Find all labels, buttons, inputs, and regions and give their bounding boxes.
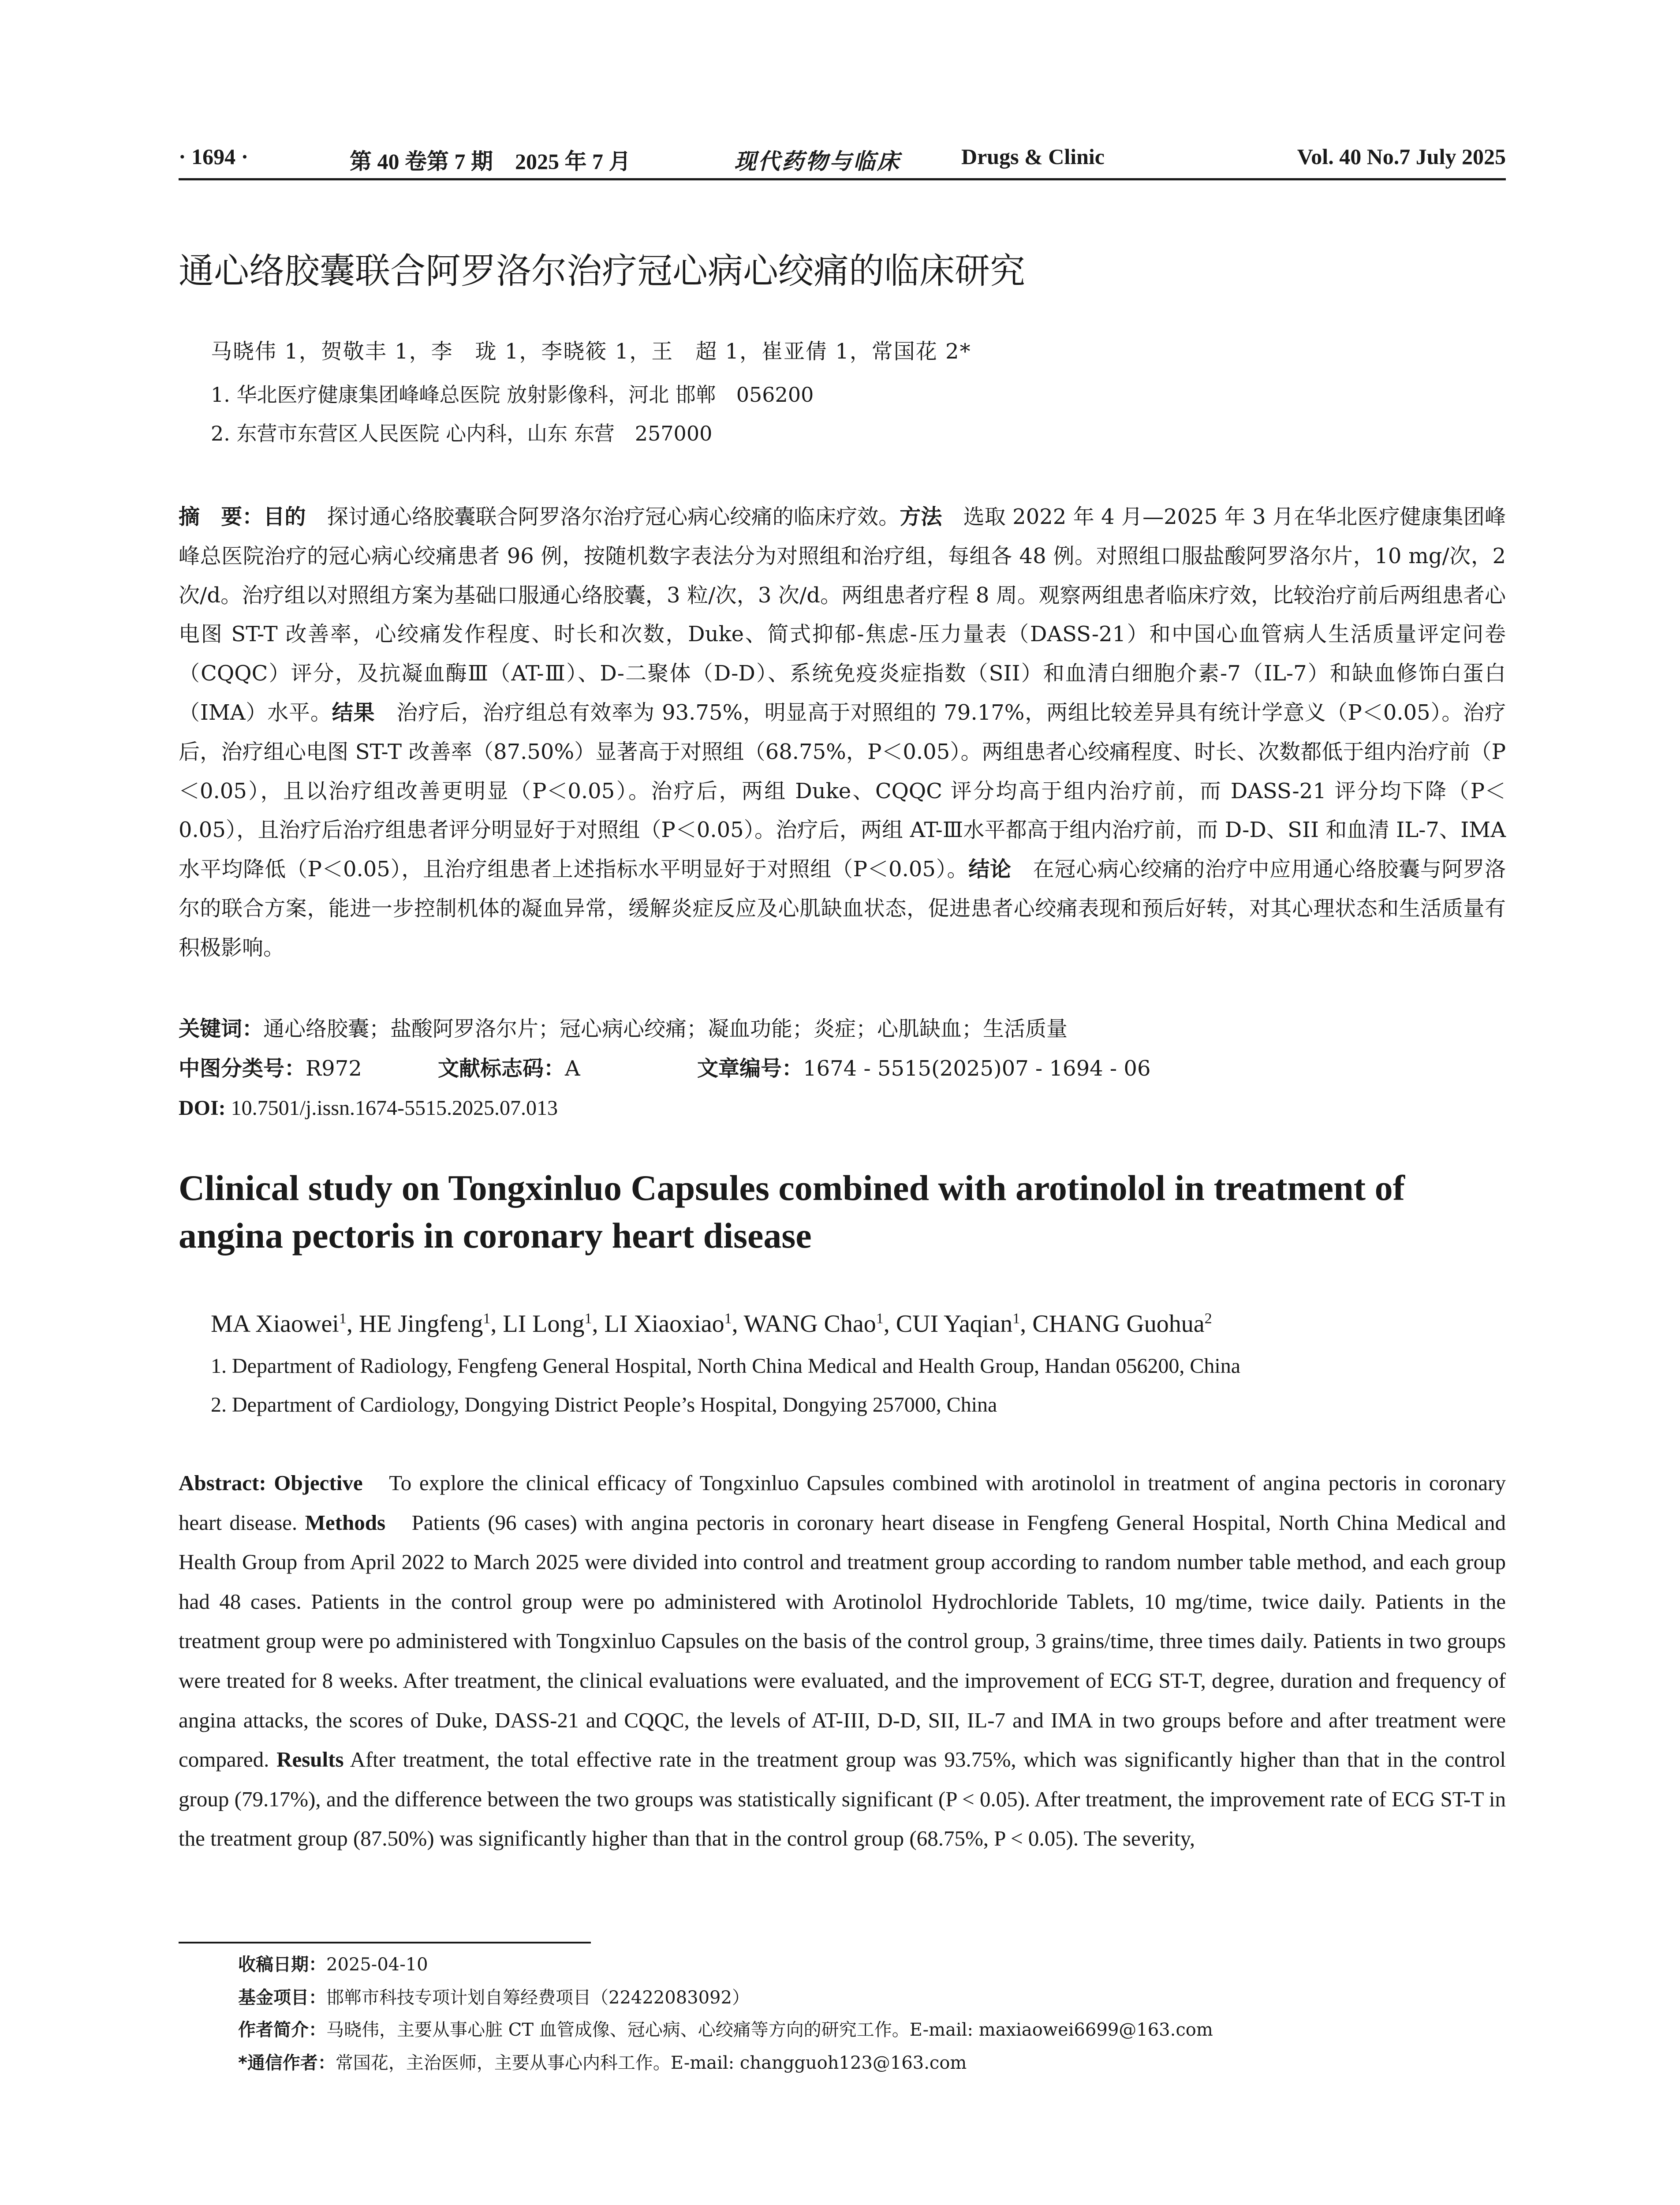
en-methods-label: Methods (305, 1510, 386, 1535)
en-author-affil-mark: 1 (483, 1310, 491, 1327)
en-results-label: Results (276, 1747, 344, 1772)
cn-authors: 马晓伟 1，贺敬丰 1，李 珑 1，李晓筱 1，王 超 1，崔亚倩 1，常国花 2* (211, 339, 971, 364)
en-author-separator: , (1020, 1310, 1033, 1338)
cn-methods-text: 选取 2022 年 4 月—2025 年 3 月在华北医疗健康集团峰峰总医院治疗的冠心病心绞痛患者 96 例，按随机数字表法分为对照组和治疗组，每组各 48 例。对照组口服盐酸阿罗洛尔片，10 mg/次，2 次/d。治疗组以对照组方案为基础口服通心络胶囊，3 粒/次，3 次/d。两组患者疗程 8 周。观察两组患者临床疗效，比较治疗前后两组患者心电图 ST-T 改善率，心绞痛发作程度、时长和次数，Duke、简式抑郁-焦虑-压力量表（DASS-21）和中国心血管病人生活质量评定问卷（CQQC）评分，及抗凝血酶Ⅲ（AT-Ⅲ）、D-二聚体（D-D）、系统免疫炎症指数（SII）和血清白细胞介素-7（IL-7）和缺血修饰白蛋白（IMA）水平。 (179, 505, 1506, 725)
article-no-label: 文章编号： (697, 1056, 803, 1081)
en-author-name: LI Long (503, 1310, 585, 1338)
en-author-affil-mark: 1 (339, 1310, 347, 1327)
en-abstract-label: Abstract: Objective (179, 1471, 363, 1495)
cn-results-label: 结果 (332, 700, 375, 725)
footnote-label: 作者简介： (238, 2020, 326, 2040)
en-author-separator: , (592, 1310, 605, 1338)
doc-code-label: 文献标志码： (438, 1056, 565, 1081)
en-author-affil-mark: 1 (584, 1310, 592, 1327)
footnote-text: 马晓伟，主要从事心脏 CT 血管成像、冠心病、心绞痛等方向的研究工作。E-mail: maxiaowei6699@163.com (326, 2020, 1213, 2040)
en-results-text: After treatment, the total effective rate in the treatment group was 93.75%, which was significantly higher than that in the control group (79.17%), and the difference between the two groups was statistically significant (P < 0.05). After treatment, the improvement rate of ECG ST-T in the treatment group (87.50%) was significantly higher than that in the control group (68.75%, P < 0.05). The severity, (179, 1747, 1506, 1851)
page-number: · 1694 · (179, 144, 249, 169)
clc-value: R972 (306, 1056, 362, 1081)
en-author-list (211, 1310, 1212, 1338)
clc-label: 中图分类号： (179, 1056, 306, 1081)
journal-name-cn: 现代药物与临床 (734, 149, 901, 174)
doi-line (179, 1093, 558, 1124)
keywords-label: 关键词： (179, 1017, 264, 1041)
cn-objective-label: 目的 (263, 505, 306, 529)
footnote-author-bio (238, 2017, 1213, 2043)
footnote-text: 邯郸市科技专项计划自筹经费项目（22422083092） (326, 1988, 750, 2008)
en-author-affil-mark: 1 (724, 1310, 732, 1327)
footnote-label: 收稿日期： (238, 1955, 326, 1975)
cn-conclusion-label: 结论 (968, 857, 1012, 882)
footnote-label: 基金项目： (238, 1988, 326, 2008)
en-author-separator: , (883, 1310, 896, 1338)
footnote-received (238, 1951, 428, 1978)
en-author-name: CHANG Guohua (1032, 1310, 1205, 1338)
en-authors (211, 1303, 1212, 1339)
en-author-separator: , (490, 1310, 503, 1338)
article-no-value: 1674 - 5515(2025)07 - 1694 - 06 (803, 1056, 1151, 1081)
doc-code-value: A (565, 1056, 580, 1081)
footnote-divider (179, 1942, 591, 1943)
cn-affiliation-2: 2. 东营市东营区人民医院 心内科，山东 东营 257000 (211, 422, 713, 445)
en-author-name: CUI Yaqian (896, 1310, 1013, 1338)
cn-methods-label: 方法 (900, 505, 942, 529)
en-affiliation-1: 1. Department of Radiology, Fengfeng General Hospital, North China Medical and Health Group, Handan 056200, China (211, 1354, 1241, 1378)
footnote-funding (238, 1984, 750, 2011)
cn-affiliation-1: 1. 华北医疗健康集团峰峰总医院 放射影像科，河北 邯郸 056200 (211, 383, 814, 407)
en-author-name: HE Jingfeng (358, 1310, 483, 1338)
en-author-affil-mark: 1 (876, 1310, 884, 1327)
cn-results-text: 治疗后，治疗组总有效率为 93.75%，明显高于对照组的 79.17%，两组比较差异具有统计学意义（P＜0.05）。治疗后，治疗组心电图 ST-T 改善率（87.50%）显著高于对照组（68.75%，P＜0.05）。两组患者心绞痛程度、时长、次数都低于组内治疗前（P＜0.05），且以治疗组改善更明显（P＜0.05）。治疗后，两组 Duke、CQQC 评分均高于组内治疗前，而 DASS-21 评分均下降（P＜0.05），且治疗后治疗组患者评分明显好于对照组（P＜0.05）。治疗后，两组 AT-Ⅲ水平都高于组内治疗前，而 D-D、SII 和血清 IL-7、IMA 水平均降低（P＜0.05），且治疗组患者上述指标水平明显好于对照组（P＜0.05）。 (179, 700, 1506, 882)
cn-keywords (179, 1013, 1068, 1044)
en-abstract (179, 1463, 1506, 1858)
keywords-text: 通心络胶囊；盐酸阿罗洛尔片；冠心病心绞痛；凝血功能；炎症；心肌缺血；生活质量 (263, 1017, 1068, 1041)
en-affiliation-2: 2. Department of Cardiology, Dongying District People’s Hospital, Dongying 257000, China (211, 1393, 997, 1416)
footnote-text: 2025-04-10 (326, 1955, 428, 1975)
cn-objective-text: 探讨通心络胶囊联合阿罗洛尔治疗冠心病心绞痛的临床疗效。 (306, 505, 900, 529)
running-header (179, 140, 1506, 180)
cn-conclusion-text: 在冠心病心绞痛的治疗中应用通心络胶囊与阿罗洛尔的联合方案，能进一步控制机体的凝血异常，缓解炎症反应及心肌缺血状态，促进患者心绞痛表现和预后好转，对其心理状态和生活质量有积极影响。 (179, 857, 1506, 960)
en-title: Clinical study on Tongxinluo Capsules combined with arotinolol in treatment of angina pectoris in coronary heart disease (179, 1168, 1405, 1256)
cn-title: 通心络胶囊联合阿罗洛尔治疗冠心病心绞痛的临床研究 (179, 250, 1025, 292)
en-objective-text: To explore the clinical efficacy of Tongxinluo Capsules combined with arotinolol in treatment of angina pectoris in coronary heart disease. (179, 1471, 1506, 1535)
en-author-name: WANG Chao (743, 1310, 876, 1338)
en-author-separator: , (346, 1310, 359, 1338)
en-author-name: MA Xiaowei (211, 1310, 339, 1338)
issue-info: 第 40 卷第 7 期 2025 年 7 月 (350, 149, 631, 174)
journal-name-en: Drugs & Clinic (961, 144, 1105, 169)
doi-value[interactable]: 10.7501/j.issn.1674-5515.2025.07.013 (225, 1096, 558, 1120)
doi-label: DOI: (179, 1096, 226, 1120)
en-author-name: LI Xiaoxiao (604, 1310, 724, 1338)
en-author-affil-mark: 2 (1204, 1310, 1212, 1327)
footnote-label: *通信作者： (238, 2053, 336, 2073)
footnote-corresponding (238, 2050, 967, 2076)
cn-abstract (179, 497, 1506, 968)
volume-info-en: Vol. 40 No.7 July 2025 (1297, 144, 1506, 169)
en-author-separator: , (732, 1310, 744, 1338)
en-methods-text: Patients (96 cases) with angina pectoris in coronary heart disease in Fengfeng General Hospital, North China Medical and Health Group from April 2022 to March 2025 were divided into control and treatment group according to random number table method, and each group had 48 cases. Patients in the control group were po administered with Arotinolol Hydrochloride Tablets, 10 mg/time, twice daily. Patients in the treatment group were po administered with Tongxinluo Capsules on the basis of the control group, 3 grains/time, three times daily. Patients in two groups were treated for 8 weeks. After treatment, the clinical evaluations were evaluated, and the improvement of ECG ST-T, degree, duration and frequency of angina attacks, the scores of Duke, DASS-21 and CQQC, the levels of AT-III, D-D, SII, IL-7 and IMA in two groups before and after treatment were compared. (179, 1510, 1506, 1772)
footnote-text: 常国花，主治医师，主要从事心内科工作。E-mail: changguoh123@163.com (335, 2053, 967, 2073)
en-author-affil-mark: 1 (1012, 1310, 1020, 1327)
classification-line (179, 1053, 1150, 1084)
cn-abstract-label: 摘 要： (179, 505, 264, 529)
